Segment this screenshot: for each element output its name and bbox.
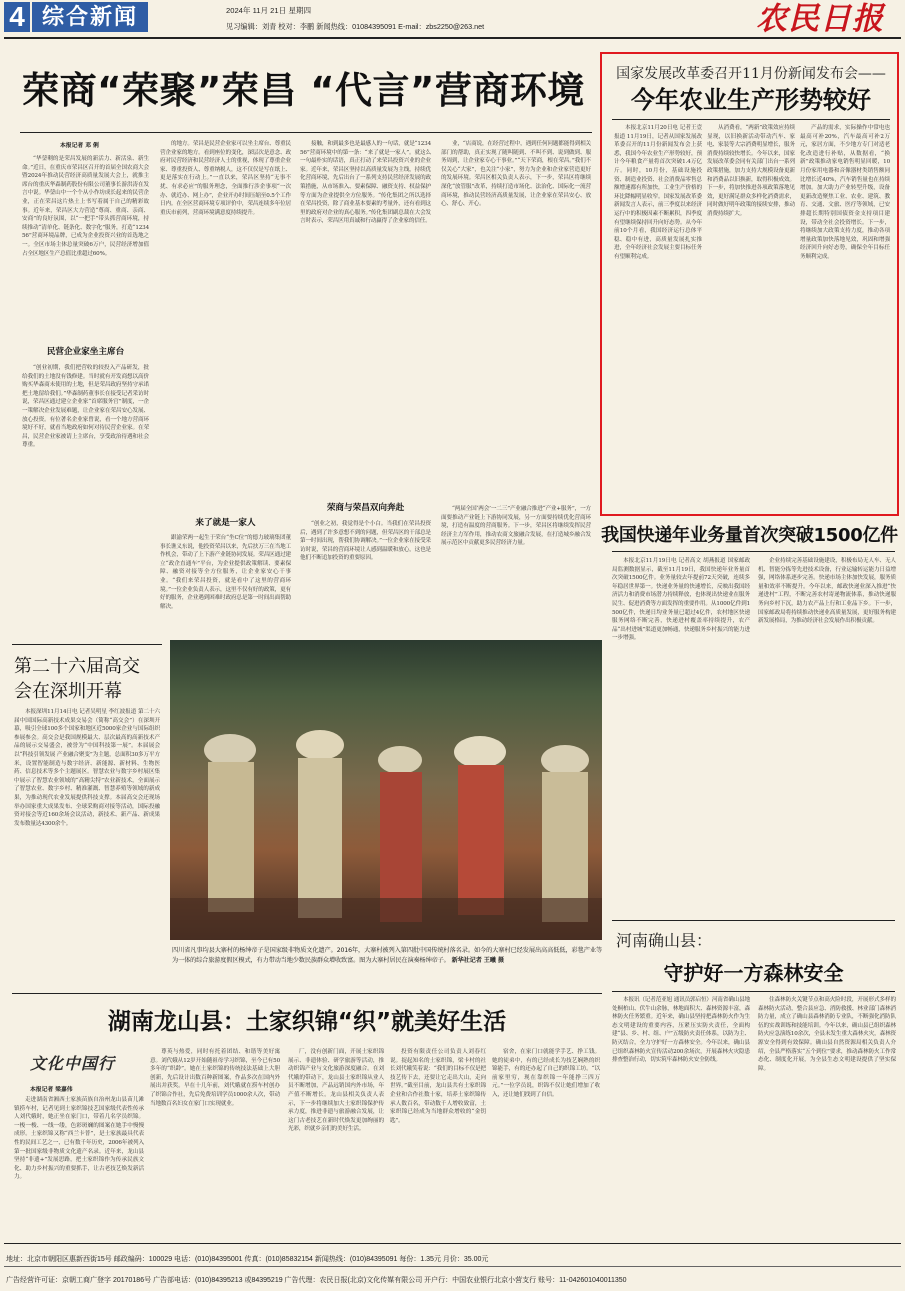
express-col2-text: 企业持续完善基础设施建设，积极布局无人车、无人机、智能分拣等先进技术设备，行业运输转运能力日益增强，网络体系逐步完善。快递市场主体加快发展，服务质量和效率不断提升。今年以来，邮政快递业深入推进“快递进村”工程，不断完善农村寄递物流体系，推动快递服务向乡村下沉，助力农产品上行和工业品下乡。下一步，国家邮政局将持续推动快递业高质量发展，更好服务构建新发展格局，为推动经济社会发展作出积极贡献。: [758, 558, 896, 625]
forest-headline: 守护好一方森林安全: [663, 961, 844, 985]
longshan-col4-text: 投资有限责任公司负责人刘春红说。捉起知名的土家织锦，梁卡村的社长刘代娥笑着说：“我们的目标不仅是把技艺传下去，还要让它走出大山，走向世界。”截至目前，龙山县共有土家织锦企业和合作社数十家，培养土家织锦传承人数百名，带动数千人增收致富，土家织锦已经成为当地群众增收的“金钥匙”。: [390, 1049, 486, 1124]
lead-subhead-1: 民营企业家坐主席台: [22, 346, 149, 359]
forum-body-text: 本报深圳11月14日电 记者吴明星 李红波报道 第二十六届中国国际高新技术成果交易会（简称“高交会”）在深圳开幕，吸引全球100多个国家和地区近5000家企业与国际组织参展参会。高交会是我国规模最大、层次最高的高新技术产品的展示交易盛会，被誉为“中国科技第一展”。本届展会以“科技引领发展 产业融合聚变”为主题，总面积30多万平方米，设置智能制造与数字经济、新能源、新材料、生物医药、信息技术等多个主题展区。智慧农业与数字乡村展区集中展示了智慧农业领域的“高精尖特”农业新技术，全面展示了智慧农业、数字乡村、精准灌溉、智慧养殖等领域的新成果，为推动现代农业发展提供科技支撑。本届高交会还现场举办国家重大成果发布、全球采购商对接等活动，国际投融资对接会等近160余场会议活动，新技术、新产品、新成果发布数量达4300余个。: [14, 709, 160, 827]
culture-column-logo: 文化中国行: [30, 1054, 116, 1073]
footer-advertising: 广告经营许可证：京朝工商广登字 20170186号 广告部电话：(010)84395213 或84395219 广告代理：农民日报(北京)文化传媒有限公司 开户行：中国农业银行北京小营支行 账号：11-042601040011350: [6, 1277, 627, 1284]
express-headline: 我国快递年业务量首次突破1500亿件: [601, 525, 898, 546]
forum-top-rule: [12, 644, 162, 645]
lead-col3-text: 接触，和到最多也是最感人的一句话，就是“123456”营商环境中的第一条：“来了就是一家人”。就这么一句最朴实的话语，真正打动了来荣昌投资兴业的企业家。近年来，荣昌区坚持以高质量发展为主线，持续优化营商环境，先后出台了一系列支持民营经济发展的政策措施，从市场准入、要素保障、融资支持、权益保护等方面为企业提供全方位服务。“传化集团之所以选择在荣昌投资，除了商业基本要素的考量外，还有看到这里的政府对企业的真心服务。”传化集团副总裁在大会发言时表示，荣昌区用真诚和行动赢得了企业家的信任。: [300, 141, 431, 225]
express-col1-text: 本报北京11月19日电 记者高文 胡燕报道 国家邮政局监测数据显示，截至11月19日，我国快递年业务量首次突破1500亿件。业务量较去年提前72天突破，连续多年稳居世界第一。快递业务量的快速增长，反映出我国经济活力和消费市场潜力持续释放，也体现出快递业在服务民生、促进消费等方面发挥的重要作用。从1000亿件到1500亿件，快递日均业务量已超过4亿件，农村地区快递服务网络不断完善，快递进村覆盖率持续提升，农产品“出村进城”渠道更加畅通，快递服务乡村振兴的能力进一步增强。: [612, 558, 750, 642]
longshan-col2-text: 尊英与热爱，同时有托着团结、和谐等美好寓意。刘代娥从12岁开始随祖母学习织锦，至今已有50多年的“织龄”。她在土家织锦的传统技法基础上大胆创新，先后设计出数百种新图案，作品多次在国内外展出并获奖。早在十几年前，刘代娥就在捞车村创办了织锦合作社，先后免费培训学员1000余人次，带动当地数百名妇女在家门口实现就业。: [150, 1049, 280, 1107]
ndrc-col1-text: 本报北京11月20日电 记者王壹报道 11月19日，记者从国家发展改革委召开的11月份新闻发布会上获悉，我国今年农业生产形势较好，预计今年粮食产量将首次突破1.4万亿斤。同时，10月份，基础设施投资、制造业投资、社会消费品零售总额增速都有所加快，工业生产价格的环比降幅明显收窄。国家发展改革委新闻发言人表示，前三季度以来经济运行中的积极因素不断累积，四季度有望继续保持回升向好态势。从今年前10个月看，我国经济运行总体平稳、稳中有进，高质量发展扎实推进，全年经济社会发展主要目标任务有望顺利完成。: [614, 125, 702, 260]
lead-headline: 荣商“荣聚”荣昌 “代言”营商环境: [22, 69, 585, 112]
lead-rule: [20, 132, 592, 133]
ndrc-col2-text: 从消费看，“两新”政策效应持续显现，以旧换新活动带动汽车、家电、家装等大宗消费明显增长，服务消费持续较快增长。今年以来，国家发展改革委会同有关部门出台一系列政策措施，加力支持大规模设备更新和消费品以旧换新，取得积极成效。下一步，将加快推进各项政策落地见效，更好满足群众多样化消费需求，同时做好明年政策的接续安排，推动消费持续扩大。: [707, 125, 795, 217]
ndrc-col3-text: 产品的需求，实际操作中常电也最高可补20%，汽车最高可补2万元，家居方面，不少地方专门对适老化改造进行补贴，从数据看，“换新”政策推动家电销售明显回暖，10月份家用电器和音像器材类销售额同比增长近40%，汽车销售量也在持续增加。加大助力产业转型升级，设备更新改造聚焦工业、农业、建筑、教育、交通、文旅、医疗等领域，已安排超长期特别国债资金支持项目建设，带动全社会投资增长。下一步，将继续加大政策支持力度，推动各项增量政策加快落地见效，巩固和增强经济回升向好态势，确保全年目标任务顺利完成。: [800, 125, 890, 260]
header-rule: [4, 37, 901, 39]
festival-photo: [170, 640, 602, 940]
lead-col2-text: 的地方。荣昌是民营企业家可以坐主席台、尊重民营企业家的地方。看到座位的变化，深层次是意念、政府对民营经济和民营经济人士的重视，体现了尊重企业家、尊重投资人、尊重纳税人，这不仅仅是写在纸上、更是落实在行动上。”一直以来，荣昌区坚持“无事不扰、有求必应”的服务理念，全面推行涉企事项“一次办、就近办、网上办”，企业开办时间压缩至0.5个工作日内。在全区营商环境专项评价中，荣昌连续多年位居重庆市前列，营商环境满意度持续提升。: [160, 141, 291, 216]
masthead-logo: 农民日报: [756, 1, 884, 37]
editor-line: 见习编辑：刘青 校对：李鹏 新闻热线：01084395091 E-mail：zbs2250@263.net: [226, 22, 485, 31]
forest-col2-text: 住森林防火关键节点和高火险时段，开展形式多样的森林防火活动，整合县应急、消防救援、林业部门森林消防力量，成立了确山县森林消防专业队，不断强化消防队伍的实战训练和技能培训。今年以来，确山县已组织森林防火应急演练10余次，全县未发生重大森林火灾，森林资源安全得到有效保障。确山县自然资源局相关负责人介绍，全县严格落实“五个到位”要求，推动森林防火工作常态化、制度化开展，为全县生态文明建设提供了坚实保障。: [758, 997, 896, 1072]
lead-col2b-text: 跟渝荣两一起生于荣台“坐C位”的德力玻璃集团董事长谯义东说，他投资荣昌以来，先后扶万三在当地工作机会，带动了上下游产业链协同发展。荣昌区通过建立“政企直通车”平台，为企业提供政策解读、要素保障、融资对接等全方位服务，让企业家安心干事业。“我们来荣昌投资，就是看中了这里的营商环境。”一位企业负责人表示，这里不仅有好的政策，更有好的服务，企业遇到困难时政府总是第一时间出面帮助解决。: [160, 535, 291, 610]
date-line: 2024年 11月 21日 星期四: [226, 6, 312, 15]
lead-byline: 本报记者 邓 俐: [60, 143, 99, 149]
section-title: 综合新闻: [32, 2, 148, 32]
lead-subhead-3: 荣商与荣昌双向奔赴: [300, 502, 431, 515]
lead-col4b-text: “两届全国‘两会’一二三”产业融合推进“产业+服务”，一方面要推动产业链上下游协同发展，另一方面要持续优化营商环境，打造有温度的营商服务。下一步，荣昌区将继续发挥民营经济主力军作用，推动农商文旅融合发展，在打造城乡融合发展示范区中贡献更多民营经济力量。: [441, 506, 591, 547]
longshan-top-rule: [12, 993, 602, 994]
footer-rule: [4, 1243, 901, 1244]
photo-credit: 新华社记者 王曦 摄: [451, 957, 504, 964]
forest-rule: [612, 991, 895, 992]
footer-address: 地址：北京市朝阳区惠新西街15号 邮政编码：100029 电话：(010)84395001 传真：(010)85832154 新闻热线：(010)84395091 每份：1.35元 月价：35.00元: [6, 1256, 489, 1263]
longshan-byline: 本报记者 梁嘉伟: [30, 1087, 73, 1093]
lead-col1b-text: “创业初期，我们把营收的较投入产品研发，批给我们的土地没有钱修建。当时就有开发商想以高价购买华森商未使用的土地，但是荣昌政府坚持守承诺把土地留给我们。”华森制药董事长在接受记者采访时说，荣昌区通过建立企业家“首席服务官”制度，一企一策解决企业发展难题，让企业家在荣昌安心发展、放心投资。有位著名企业家曾说，看一个地方营商环境好不好，就看当地政府如何对待民营企业家。在荣昌，民营企业家被请上主席台，享受政治待遇和社会尊重。: [22, 365, 149, 449]
forum-headline: 第二十六届高交会在深圳开幕: [14, 656, 140, 702]
ndrc-rule: [612, 119, 890, 120]
page-number: 4: [4, 2, 30, 32]
forest-top-rule: [612, 920, 895, 921]
footer-rule-2: [4, 1266, 901, 1267]
photo-illustration: [170, 640, 602, 940]
lead-col4-text: 业，“店商说，在经营过程中，遇到任何问题都能得到相关部门的帮助，真正实现了随叫随到、不叫不到、说到做到、服务周到，让企业家专心干事业。”“天下荣商，根在荣昌。”我们不仅关心“大家”，也关注“小家”，努力为企业和企业家营造更好的发展环境。荣昌区相关负责人表示，下一步，荣昌区将继续深化“放管服”改革，持续打造市场化、法治化、国际化一流营商环境，推动民营经济高质量发展，让企业家在荣昌安心、放心、舒心、开心。: [441, 141, 591, 208]
longshan-col3-text: 厂，没有创新门面，开展土家织锦展示、非遗体验、研学旅游等活动，推动织锦产业与文化旅游深度融合。在刘代娥的带动下，龙山县土家织锦从业人员不断增加，产品远销国内外市场，年产值不断增长。龙山县相关负责人表示，下一步将继续加大土家织锦保护传承力度，推进非遗与旅游融合发展，让这门古老技艺在新时代焕发更加绚丽的光彩，织就乡亲们的美好生活。: [288, 1049, 384, 1133]
longshan-col1-text: 走进湖南省湘西土家族苗族自治州龙山县苗儿滩镇捞车村，记者见到土家织锦技艺国家级代表性传承人刘代娥时，她正坐在家门口，带着几名学员织锦。一梭一梭、一线一缕，色彩斑斓的图案在她手中慢慢成形。土家织锦又称“西兰卡普”，是土家族最具代表性的民间工艺之一，已有数千年历史，2006年被列入第一批国家级非物质文化遗产名录。近年来，龙山县坚持“非遗+”发展思路，把土家织锦作为传承民族文化、助力乡村振兴的重要抓手，让古老技艺焕发新活力。: [14, 1097, 144, 1181]
express-rule: [612, 551, 895, 552]
forest-col1-text: 本报讯（记者范亚旭 通讯员郭启恒）河南省确山县地处桐柏山、伏牛山余脉，林地面积大、森林资源丰富，森林防火任务繁重。近年来，确山县坚持把森林防火作为生态文明建设的重要内容，压紧压实防火责任，全面构建“县、乡、村、组、户”五级防火责任体系，以防为主、防灭结合，全力守护好一方森林安全。今年以来，确山县已组织森林防火宣传活动200余场次，开展森林火灾隐患排查整治行动，切实筑牢森林防火安全防线。: [612, 997, 750, 1064]
lead-col3b-text: “创业之初，我觉得是个小白。当我们在荣昌投资后，遇到了许多意想不到的问题，但荣昌区的干部总是第一时间出现，帮我们协调解决。”一位企业家在接受采访时说，荣昌的营商环境让人感到温暖和放心，这也是他们不断追加投资的重要原因。: [300, 521, 431, 562]
longshan-col5-text: 宿舍，在家门口就能学手艺、挣工钱。她的徒弟中，有的已经成长为技艺娴熟的织锦能手，有的还办起了自己的织锦工坊。“以前家里穷，现在靠织锦一年能挣三四万元。”一位学员说，织锦不仅让她们增加了收入，还让她们找到了自信。: [492, 1049, 600, 1098]
ndrc-headline: 今年农业生产形势较好: [631, 86, 871, 114]
ndrc-kicker: 国家发展改革委召开11月份新闻发布会——: [616, 66, 886, 82]
longshan-headline: 湖南龙山县：土家织锦“织”就美好生活: [107, 1009, 507, 1035]
lead-col1-text: “华蓥剩的是荣昌发展的新活力、新活泉、新生命。”近日，在重庆市荣昌区召开的首届全国农商大会暨2024年推动民营经济高质量发展大会上，就推主席台的重庆华森制药股份有限公司董事长游洪涛在发言中说。华蓥山中一个个从小作坊成长起来的民营企业，正在荣昌这片热土上书写着属于自己的精彩故事。近年来，荣昌区大力营造“尊商、重商、亲商、安商”的良好氛围，以“一把手”带头抓营商环境，持续推动“清单化、链条化、数字化”服务，打造“123456”营商环境品牌，已成为企业投资兴业的首选地之一。全区市场主体总量突破6万户，民营经济增加值占全区地区生产总值比重超过60%。: [22, 156, 149, 257]
photo-caption: 四川省凡事均县大寨村的杨绅帝子是国家级非物质文化遗产。2016年，大寨村被列入第四批中国传统村落名录。如今的大寨村已经发展出高高低低，彩毯产业等为一体的综合旅游度假区模式，有力带动当地少数民族群众增收致富。图为大寨村居民在演奏杨绅帝子。 新华社记者 王曦 摄: [172, 947, 602, 964]
forest-kicker: 河南确山县：: [616, 931, 713, 950]
lead-subhead-2: 来了就是一家人: [160, 517, 291, 530]
